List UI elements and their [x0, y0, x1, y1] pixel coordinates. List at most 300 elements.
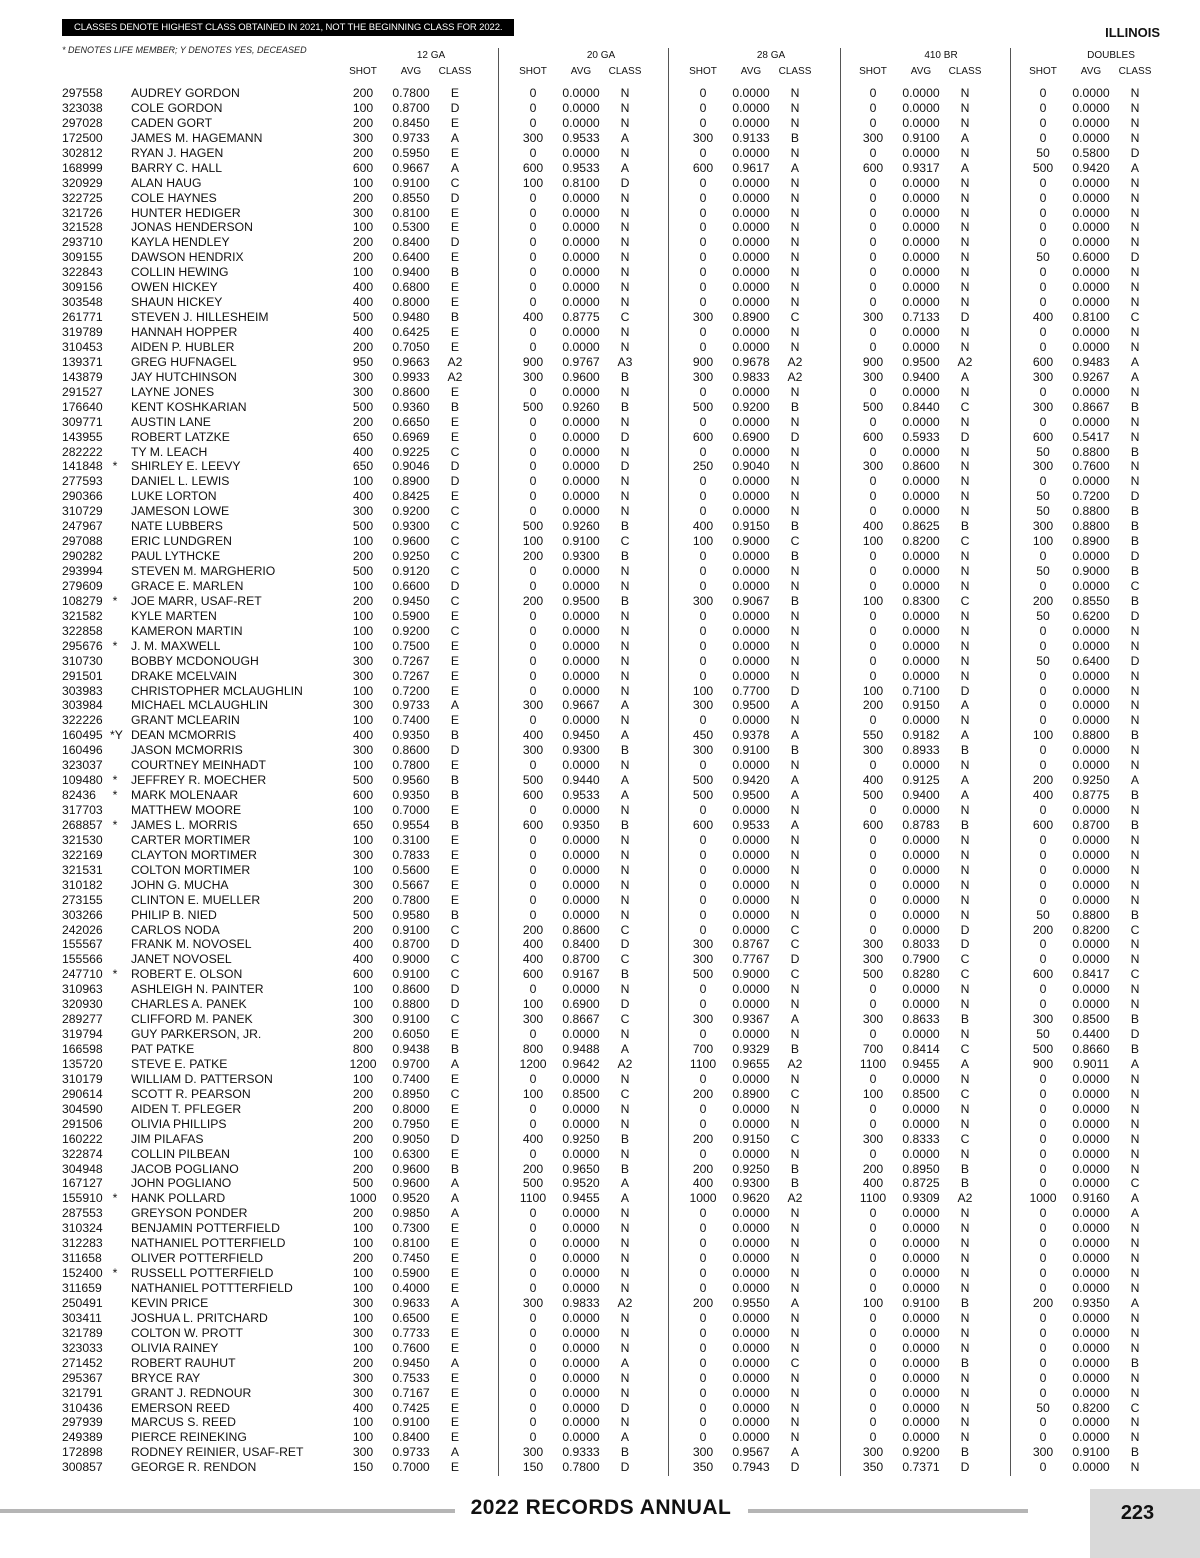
cell-avg: 0.8775	[1072, 788, 1110, 803]
cell-shot: 0	[1039, 1325, 1047, 1340]
cell-shot: 500	[1032, 160, 1054, 175]
cell-avg: 0.0000	[902, 1370, 940, 1385]
cell-avg: 0.0000	[902, 564, 940, 578]
cell-class: N	[620, 1310, 630, 1325]
cell-avg: 0.0000	[902, 250, 940, 265]
cell-shot: 300	[692, 310, 714, 325]
cell-class: N	[790, 444, 800, 459]
cell-shot: 0	[699, 1430, 707, 1445]
cell-shot: 1000	[1029, 1191, 1057, 1206]
cell-shot: 0	[699, 280, 707, 295]
member-id: 160496	[62, 743, 103, 758]
member-id: 297939	[62, 1415, 103, 1430]
cell-shot: 0	[699, 1071, 707, 1086]
cell-avg: 0.8700	[392, 937, 430, 952]
cell-class: N	[620, 190, 630, 205]
cell-class: C	[790, 967, 800, 982]
cell-class: D	[620, 937, 630, 952]
cell-class: N	[790, 1430, 800, 1445]
cell-shot: 0	[699, 339, 707, 354]
cell-shot: 100	[352, 534, 374, 549]
cell-avg: 0.5950	[392, 145, 430, 160]
cell-avg: 0.0000	[732, 175, 770, 190]
cell-class: A	[790, 698, 800, 713]
table-row	[0, 131, 1200, 146]
table-row	[0, 684, 1200, 699]
member-mark: *	[112, 1266, 118, 1281]
member-name: ALAN HAUG	[131, 175, 202, 190]
cell-avg: 0.0000	[732, 414, 770, 429]
cell-shot: 0	[699, 100, 707, 115]
cell-class: B	[1130, 817, 1140, 832]
cell-shot: 0	[1039, 100, 1047, 115]
member-id: 273155	[62, 892, 103, 907]
cell-class: E	[450, 758, 460, 773]
cell-class: C	[790, 922, 800, 937]
cell-avg: 0.0000	[902, 295, 940, 310]
cell-class: N	[960, 444, 970, 459]
cell-class: B	[450, 788, 460, 803]
cell-shot: 0	[869, 115, 877, 130]
cell-avg: 0.7400	[392, 713, 430, 728]
cell-class: D	[450, 474, 460, 489]
cell-shot: 0	[869, 175, 877, 190]
member-id: 297558	[62, 86, 103, 100]
member-name: KAMERON MARTIN	[131, 623, 243, 638]
member-name: DEAN MCMORRIS	[131, 728, 236, 743]
cell-avg: 0.9000	[1072, 564, 1110, 578]
cell-avg: 0.8767	[732, 937, 770, 952]
cell-shot: 0	[1039, 1340, 1047, 1355]
cell-avg: 0.0000	[902, 1071, 940, 1086]
cell-avg: 0.0000	[562, 638, 600, 653]
cell-avg: 0.8200	[1072, 1400, 1110, 1415]
cell-shot: 100	[352, 683, 374, 698]
cell-shot: 400	[1032, 310, 1054, 325]
member-name: CHRISTOPHER MCLAUGHLIN	[131, 683, 303, 698]
cell-class: C	[790, 1086, 800, 1101]
member-name: STEVEN J. HILLESHEIM	[131, 310, 269, 325]
cell-shot: 0	[1039, 1146, 1047, 1161]
cell-class: B	[790, 549, 800, 564]
member-name: DAWSON HENDRIX	[131, 250, 244, 265]
member-id: 155566	[62, 952, 103, 967]
member-name: JIM PILAFAS	[131, 1131, 204, 1146]
cell-shot: 0	[1039, 1176, 1047, 1191]
cell-avg: 0.0000	[732, 100, 770, 115]
cell-class: N	[620, 414, 630, 429]
cell-shot: 0	[699, 444, 707, 459]
cell-class: N	[790, 1027, 800, 1042]
cell-class: B	[450, 907, 460, 922]
cell-avg: 0.0000	[1072, 1101, 1110, 1116]
cell-class: D	[1130, 549, 1140, 564]
cell-class: A	[620, 1430, 630, 1445]
cell-avg: 0.0000	[732, 623, 770, 638]
cell-avg: 0.7733	[392, 1325, 430, 1340]
cell-avg: 0.7267	[392, 653, 430, 668]
cell-avg: 0.0000	[562, 145, 600, 160]
cell-avg: 0.6425	[392, 325, 430, 339]
cell-shot: 0	[529, 265, 537, 280]
cell-class: C	[960, 593, 970, 608]
member-name: CLAYTON MORTIMER	[131, 847, 257, 862]
cell-shot: 0	[529, 907, 537, 922]
table-row	[0, 489, 1200, 504]
cell-avg: 0.0000	[562, 235, 600, 250]
cell-shot: 0	[869, 474, 877, 489]
cell-avg: 0.0000	[902, 832, 940, 847]
cell-avg: 0.0000	[902, 339, 940, 354]
cell-avg: 0.8200	[1072, 922, 1110, 937]
cell-shot: 300	[862, 937, 884, 952]
cell-avg: 0.9046	[392, 459, 430, 474]
table-row	[0, 1072, 1200, 1087]
table-row	[0, 116, 1200, 131]
cell-class: A	[790, 773, 800, 788]
cell-shot: 300	[352, 1385, 374, 1400]
cell-class: N	[1130, 384, 1140, 399]
member-name: PAUL LYTHCKE	[131, 549, 221, 564]
cell-shot: 0	[699, 1027, 707, 1042]
table-row	[0, 1386, 1200, 1401]
cell-shot: 800	[522, 1042, 544, 1056]
cell-avg: 0.0000	[562, 504, 600, 519]
cell-avg: 0.9533	[562, 788, 600, 803]
cell-avg: 0.0000	[732, 220, 770, 235]
cell-class: N	[1130, 130, 1140, 145]
member-id: 143955	[62, 429, 103, 444]
cell-avg: 0.8800	[1072, 504, 1110, 519]
cell-class: B	[960, 519, 970, 534]
cell-shot: 0	[1039, 1266, 1047, 1281]
cell-class: N	[1130, 295, 1140, 310]
column-header-class: CLASS	[608, 66, 642, 77]
cell-avg: 0.8800	[1072, 728, 1110, 743]
cell-avg: 0.9560	[392, 773, 430, 788]
cell-avg: 0.9367	[732, 1012, 770, 1027]
cell-class: D	[450, 743, 460, 758]
cell-shot: 0	[699, 1385, 707, 1400]
cell-class: D	[960, 310, 970, 325]
cell-class: B	[960, 1355, 970, 1370]
member-id: 82436	[62, 788, 96, 803]
cell-avg: 0.7600	[392, 1340, 430, 1355]
cell-shot: 400	[522, 952, 544, 967]
cell-class: A	[450, 1056, 460, 1071]
cell-class: E	[450, 1221, 460, 1236]
cell-class: B	[790, 1176, 800, 1191]
cell-class: A	[960, 160, 970, 175]
cell-class: N	[790, 847, 800, 862]
member-id: 323033	[62, 1340, 103, 1355]
cell-avg: 0.0000	[1072, 414, 1110, 429]
cell-class: N	[790, 1101, 800, 1116]
cell-avg: 0.0000	[562, 280, 600, 295]
cell-avg: 0.6200	[1072, 608, 1110, 623]
cell-class: N	[790, 1251, 800, 1266]
cell-shot: 0	[869, 1027, 877, 1042]
member-name: JOSHUA L. PRITCHARD	[131, 1310, 268, 1325]
cell-avg: 0.0000	[732, 1101, 770, 1116]
cell-avg: 0.9850	[392, 1206, 430, 1221]
cell-shot: 200	[352, 1116, 374, 1131]
cell-class: N	[1130, 1415, 1140, 1430]
table-row	[0, 863, 1200, 878]
cell-avg: 0.4400	[1072, 1027, 1110, 1042]
cell-avg: 0.9420	[732, 773, 770, 788]
cell-shot: 0	[869, 100, 877, 115]
cell-shot: 200	[352, 922, 374, 937]
cell-avg: 0.0000	[902, 1146, 940, 1161]
cell-avg: 0.0000	[902, 758, 940, 773]
member-name: BOBBY MCDONOUGH	[131, 653, 259, 668]
cell-avg: 0.0000	[1072, 1310, 1110, 1325]
cell-avg: 0.0000	[562, 982, 600, 997]
member-id: 290282	[62, 549, 103, 564]
cell-class: N	[960, 100, 970, 115]
cell-class: A	[620, 1176, 630, 1191]
cell-shot: 100	[352, 474, 374, 489]
cell-class: D	[960, 683, 970, 698]
cell-shot: 300	[692, 369, 714, 384]
cell-avg: 0.0000	[732, 265, 770, 280]
cell-avg: 0.0000	[562, 1415, 600, 1430]
cell-avg: 0.0000	[562, 250, 600, 265]
cell-shot: 0	[529, 1116, 537, 1131]
cell-class: A3	[617, 354, 633, 369]
cell-class: C	[790, 1131, 800, 1146]
cell-shot: 0	[869, 1071, 877, 1086]
member-name: NATE LUBBERS	[131, 519, 223, 534]
member-name: GRACE E. MARLEN	[131, 578, 244, 593]
cell-avg: 0.9350	[392, 728, 430, 743]
cell-class: D	[1130, 1027, 1140, 1042]
cell-avg: 0.0000	[902, 653, 940, 668]
cell-shot: 0	[699, 668, 707, 683]
cell-avg: 0.0000	[562, 877, 600, 892]
cell-shot: 300	[352, 668, 374, 683]
cell-shot: 500	[692, 399, 714, 414]
cell-avg: 0.9100	[392, 967, 430, 982]
cell-shot: 200	[352, 190, 374, 205]
cell-avg: 0.0000	[732, 564, 770, 578]
cell-class: N	[790, 907, 800, 922]
cell-avg: 0.7167	[392, 1385, 430, 1400]
cell-shot: 300	[692, 130, 714, 145]
cell-shot: 0	[1039, 325, 1047, 339]
member-id: 322858	[62, 623, 103, 638]
cell-avg: 0.0000	[1072, 265, 1110, 280]
table-row	[0, 893, 1200, 908]
cell-class: N	[1130, 205, 1140, 220]
cell-class: N	[1130, 758, 1140, 773]
member-id: 293710	[62, 235, 103, 250]
cell-class: N	[960, 1400, 970, 1415]
member-id: 297088	[62, 534, 103, 549]
cell-avg: 0.6900	[562, 997, 600, 1012]
cell-class: N	[1130, 862, 1140, 877]
table-row	[0, 654, 1200, 669]
cell-class: D	[620, 175, 630, 190]
cell-avg: 0.0000	[902, 384, 940, 399]
cell-avg: 0.0000	[562, 1116, 600, 1131]
cell-class: B	[450, 773, 460, 788]
cell-class: N	[790, 1146, 800, 1161]
cell-shot: 0	[529, 1355, 537, 1370]
cell-class: A	[620, 788, 630, 803]
cell-avg: 0.0000	[732, 862, 770, 877]
member-id: 310182	[62, 877, 103, 892]
cell-class: D	[450, 235, 460, 250]
cell-shot: 100	[522, 175, 544, 190]
cell-class: C	[620, 534, 630, 549]
cell-shot: 0	[869, 1355, 877, 1370]
member-name: JOHN POGLIANO	[131, 1176, 232, 1191]
cell-class: N	[1130, 1116, 1140, 1131]
cell-shot: 200	[692, 1086, 714, 1101]
cell-class: D	[450, 100, 460, 115]
cell-avg: 0.8100	[1072, 310, 1110, 325]
cell-avg: 0.7900	[902, 952, 940, 967]
table-row	[0, 295, 1200, 310]
cell-avg: 0.7833	[392, 847, 430, 862]
cell-avg: 0.0000	[902, 847, 940, 862]
member-name: SHAUN HICKEY	[131, 295, 223, 310]
table-row	[0, 459, 1200, 474]
footer-title: 2022 RECORDS ANNUAL	[470, 1496, 732, 1519]
cell-shot: 200	[352, 250, 374, 265]
cell-avg: 0.7425	[392, 1400, 430, 1415]
cell-class: E	[450, 339, 460, 354]
cell-shot: 0	[869, 638, 877, 653]
member-id: 300857	[62, 1460, 103, 1475]
cell-shot: 500	[862, 788, 884, 803]
cell-shot: 400	[352, 295, 374, 310]
cell-avg: 0.7600	[1072, 459, 1110, 474]
cell-avg: 0.0000	[902, 235, 940, 250]
cell-shot: 400	[862, 1176, 884, 1191]
cell-class: N	[790, 504, 800, 519]
table-row	[0, 698, 1200, 713]
member-id: 321531	[62, 862, 103, 877]
cell-shot: 650	[352, 459, 374, 474]
cell-shot: 50	[1036, 1400, 1050, 1415]
member-name: STEVE E. PATKE	[131, 1056, 228, 1071]
cell-shot: 100	[352, 608, 374, 623]
cell-shot: 0	[529, 1071, 537, 1086]
table-row	[0, 161, 1200, 176]
member-id: 247710	[62, 967, 103, 982]
cell-shot: 0	[529, 86, 537, 100]
cell-shot: 100	[352, 1236, 374, 1251]
cell-class: N	[620, 235, 630, 250]
cell-class: N	[960, 175, 970, 190]
cell-class: N	[960, 803, 970, 817]
table-row	[0, 818, 1200, 833]
cell-class: N	[960, 220, 970, 235]
member-name: GRANT J. REDNOUR	[131, 1385, 252, 1400]
cell-avg: 0.0000	[732, 982, 770, 997]
cell-class: B	[1130, 444, 1140, 459]
cell-class: N	[1130, 190, 1140, 205]
member-id: 172898	[62, 1445, 103, 1460]
cell-class: N	[620, 653, 630, 668]
cell-shot: 400	[692, 1176, 714, 1191]
member-id: 312283	[62, 1236, 103, 1251]
table-row	[0, 773, 1200, 788]
cell-class: N	[620, 1071, 630, 1086]
cell-class: C	[960, 1042, 970, 1056]
cell-class: N	[960, 339, 970, 354]
cell-class: N	[960, 832, 970, 847]
member-id: 261771	[62, 310, 103, 325]
member-id: 291527	[62, 384, 103, 399]
cell-shot: 500	[862, 967, 884, 982]
cell-avg: 0.0000	[1072, 100, 1110, 115]
cell-shot: 300	[352, 130, 374, 145]
member-id: 310453	[62, 339, 103, 354]
cell-class: N	[620, 638, 630, 653]
cell-avg: 0.9250	[1072, 773, 1110, 788]
table-row	[0, 878, 1200, 893]
cell-class: A	[790, 1012, 800, 1027]
member-name: RYAN J. HAGEN	[131, 145, 224, 160]
cell-avg: 0.0000	[1072, 1236, 1110, 1251]
cell-shot: 300	[352, 1370, 374, 1385]
cell-class: B	[1130, 399, 1140, 414]
cell-avg: 0.9100	[902, 1295, 940, 1310]
table-row	[0, 1102, 1200, 1117]
member-name: OLIVER POTTERFIELD	[131, 1251, 264, 1266]
cell-class: A	[620, 773, 630, 788]
table-row	[0, 1221, 1200, 1236]
cell-class: C	[450, 922, 460, 937]
cell-avg: 0.8450	[392, 115, 430, 130]
cell-avg: 0.0000	[562, 1027, 600, 1042]
cell-avg: 0.9642	[562, 1056, 600, 1071]
cell-shot: 0	[529, 100, 537, 115]
cell-class: N	[960, 86, 970, 100]
cell-class: C	[620, 952, 630, 967]
cell-avg: 0.8417	[1072, 967, 1110, 982]
cell-shot: 0	[699, 295, 707, 310]
cell-class: N	[790, 758, 800, 773]
member-id: 303983	[62, 683, 103, 698]
cell-shot: 100	[862, 593, 884, 608]
cell-shot: 0	[1039, 892, 1047, 907]
cell-shot: 300	[352, 384, 374, 399]
cell-class: N	[620, 1340, 630, 1355]
cell-class: E	[450, 683, 460, 698]
cell-class: N	[1130, 683, 1140, 698]
cell-shot: 0	[699, 1340, 707, 1355]
cell-avg: 0.0000	[732, 1146, 770, 1161]
cell-class: A	[1130, 1295, 1140, 1310]
cell-avg: 0.0000	[562, 847, 600, 862]
cell-class: N	[790, 190, 800, 205]
cell-avg: 0.0000	[562, 578, 600, 593]
cell-avg: 0.0000	[562, 1236, 600, 1251]
cell-avg: 0.9733	[392, 130, 430, 145]
cell-avg: 0.9450	[392, 593, 430, 608]
member-id: 291501	[62, 668, 103, 683]
cell-class: E	[450, 1385, 460, 1400]
cell-shot: 0	[529, 1251, 537, 1266]
cell-shot: 0	[529, 1101, 537, 1116]
cell-shot: 0	[699, 1400, 707, 1415]
member-id: 172500	[62, 130, 103, 145]
